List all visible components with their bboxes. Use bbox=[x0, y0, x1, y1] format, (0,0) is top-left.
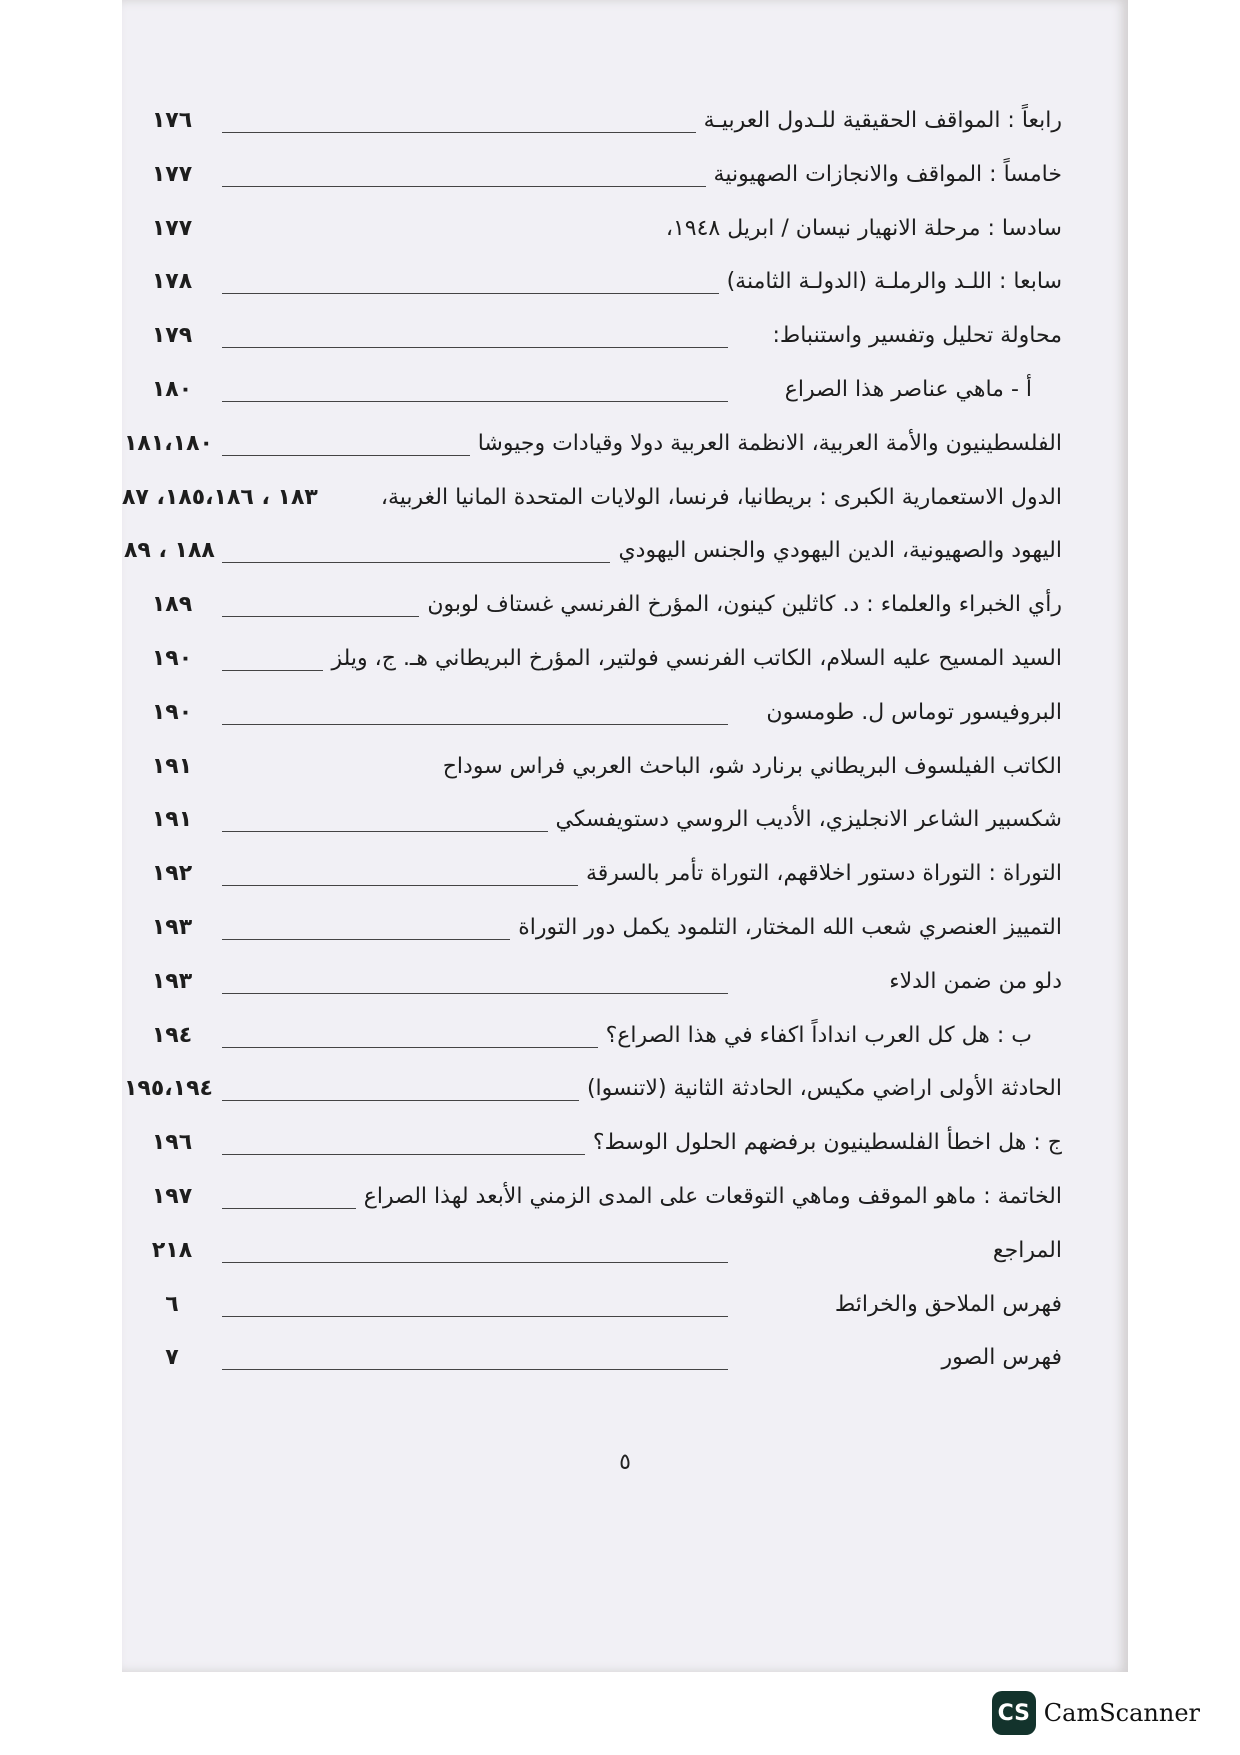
toc-entry-title: رأي الخبراء والعلماء : د. كاثلين كينون، المؤرخ الفرنسي غستاف لوبون bbox=[419, 592, 1062, 617]
toc-entry-page: ١٩٤ bbox=[151, 1022, 193, 1048]
toc-entry bbox=[122, 692, 1128, 746]
dotted-leader bbox=[222, 401, 728, 402]
toc-entry bbox=[122, 154, 1128, 208]
toc-entry-title: خامساً : المواقف والانجازات الصهيونية bbox=[706, 162, 1062, 187]
toc-entry bbox=[122, 208, 1128, 262]
toc-entry bbox=[122, 907, 1128, 961]
dotted-leader bbox=[222, 1369, 728, 1370]
scanned-page bbox=[122, 0, 1128, 1672]
dotted-leader bbox=[222, 724, 728, 725]
toc-entry-title: محاولة تحليل وتفسير واستنباط: bbox=[764, 323, 1062, 348]
toc-entry-title: التمييز العنصري شعب الله المختار، التلمود يكمل دور التوراة bbox=[510, 915, 1062, 940]
toc-entry-title: سادسا : مرحلة الانهيار نيسان / ابريل ١٩٤٨، bbox=[658, 216, 1062, 241]
toc-entry-page: ١٨٣ ، ١٨٥،١٨٦، ٨٧ bbox=[122, 484, 318, 510]
toc-entry bbox=[122, 1337, 1128, 1391]
table-of-contents bbox=[122, 100, 1128, 1391]
toc-entry bbox=[122, 746, 1128, 800]
toc-entry-title: رابعاً : المواقف الحقيقية للـدول العربيـة bbox=[696, 108, 1062, 133]
toc-entry-page: ١٩٣ bbox=[151, 968, 193, 994]
toc-entry-title: فهرس الصور bbox=[933, 1345, 1062, 1370]
camscanner-logo-icon: CS bbox=[992, 1691, 1036, 1735]
toc-entry-title: ب : هل كل العرب انداداً اكفاء في هذا الصراع؟ bbox=[598, 1023, 1032, 1048]
toc-entry-page: ١٩١ bbox=[151, 807, 193, 833]
toc-entry-page: ١٩٧ bbox=[151, 1183, 193, 1209]
toc-entry-title: سابعا : اللـد والرملـة (الدولـة الثامنة) bbox=[719, 269, 1062, 294]
toc-entry-page: ١٧٧ bbox=[151, 161, 193, 187]
dotted-leader bbox=[222, 186, 728, 187]
toc-entry-page: ١٨٩ bbox=[151, 592, 193, 618]
toc-entry-title: اليهود والصهيونية، الدين اليهودي والجنس اليهودي bbox=[610, 538, 1062, 563]
dotted-leader bbox=[222, 132, 728, 133]
toc-entry-title: الدول الاستعمارية الكبرى : بريطانيا، فرنسا، الولايات المتحدة المانيا الغربية، bbox=[373, 485, 1062, 510]
toc-entry bbox=[122, 799, 1128, 853]
toc-entry bbox=[122, 100, 1128, 154]
toc-entry bbox=[122, 261, 1128, 315]
dotted-leader bbox=[222, 347, 728, 348]
toc-entry bbox=[122, 1068, 1128, 1122]
toc-entry bbox=[122, 369, 1128, 423]
toc-entry bbox=[122, 530, 1128, 584]
toc-entry-page: ١٩٠ bbox=[151, 645, 193, 671]
toc-entry-page: ١٨٨ ، ٨٩ bbox=[124, 538, 215, 564]
toc-entry-page: ١٨١،١٨٠ bbox=[124, 430, 213, 456]
toc-entry bbox=[122, 961, 1128, 1015]
toc-entry-page: ١٩٦ bbox=[151, 1130, 193, 1156]
toc-entry-page: ١٧٩ bbox=[151, 323, 193, 349]
toc-entry-title: البروفيسور توماس ل. طومسون bbox=[758, 700, 1062, 725]
toc-entry-title: الفلسطينيون والأمة العربية، الانظمة العربية دولا وقيادات وجيوشا bbox=[470, 431, 1062, 456]
toc-entry bbox=[122, 423, 1128, 477]
page-number: ٥ bbox=[619, 1450, 631, 1475]
toc-entry bbox=[122, 1015, 1128, 1069]
toc-entry-title: الخاتمة : ماهو الموقف وماهي التوقعات على المدى الزمني الأبعد لهذا الصراع bbox=[356, 1184, 1062, 1209]
toc-entry-title: الحادثة الأولى اراضي مكيس، الحادثة الثانية (لاتنسوا) bbox=[579, 1076, 1062, 1101]
toc-entry bbox=[122, 584, 1128, 638]
toc-entry-page: ١٧٧ bbox=[151, 215, 193, 241]
toc-entry bbox=[122, 1284, 1128, 1338]
toc-entry-page: ١٨٠ bbox=[151, 376, 193, 402]
camscanner-label: CamScanner bbox=[1043, 1699, 1200, 1727]
toc-entry bbox=[122, 1230, 1128, 1284]
toc-entry-page: ٢١٨ bbox=[151, 1237, 193, 1263]
toc-entry-page: ١٧٦ bbox=[151, 108, 193, 133]
toc-entry-page: ١٧٨ bbox=[151, 269, 193, 295]
dotted-leader bbox=[222, 1262, 728, 1263]
toc-entry bbox=[122, 1122, 1128, 1176]
toc-entry-title: شكسبير الشاعر الانجليزي، الأديب الروسي دستويفسكي bbox=[548, 807, 1063, 832]
toc-entry-title: ج : هل اخطأ الفلسطينيون برفضهم الحلول الوسط؟ bbox=[585, 1130, 1062, 1155]
toc-entry-title: أ - ماهي عناصر هذا الصراع bbox=[777, 377, 1032, 402]
toc-entry-page: ١٩٢ bbox=[151, 861, 193, 887]
dotted-leader bbox=[222, 993, 728, 994]
toc-entry-title: دلو من ضمن الدلاء bbox=[881, 969, 1062, 994]
toc-entry-page: ٧ bbox=[165, 1345, 179, 1371]
toc-entry bbox=[122, 638, 1128, 692]
dotted-leader bbox=[222, 293, 728, 294]
toc-entry-page: ١٩٠ bbox=[151, 699, 193, 725]
camscanner-watermark bbox=[992, 1691, 1200, 1735]
toc-entry bbox=[122, 1176, 1128, 1230]
toc-entry-page: ١٩٣ bbox=[151, 914, 193, 940]
toc-entry bbox=[122, 477, 1128, 531]
toc-entry-title: التوراة : التوراة دستور اخلاقهم، التوراة تأمر بالسرقة bbox=[578, 861, 1062, 886]
toc-entry bbox=[122, 853, 1128, 907]
toc-entry-title: المراجع bbox=[985, 1238, 1062, 1263]
toc-entry-page: ١٩١ bbox=[151, 753, 193, 779]
toc-entry-title: الكاتب الفيلسوف البريطاني برنارد شو، الباحث العربي فراس سوداح bbox=[435, 754, 1062, 779]
toc-entry-page: ٦ bbox=[165, 1291, 179, 1317]
toc-entry-title: السيد المسيح عليه السلام، الكاتب الفرنسي فولتير، المؤرخ البريطاني هـ. ج، ويلز bbox=[323, 646, 1062, 671]
dotted-leader bbox=[222, 1316, 728, 1317]
toc-entry-page: ١٩٥،١٩٤ bbox=[124, 1076, 213, 1102]
toc-entry-title: فهرس الملاحق والخرائط bbox=[827, 1292, 1062, 1317]
toc-entry bbox=[122, 315, 1128, 369]
